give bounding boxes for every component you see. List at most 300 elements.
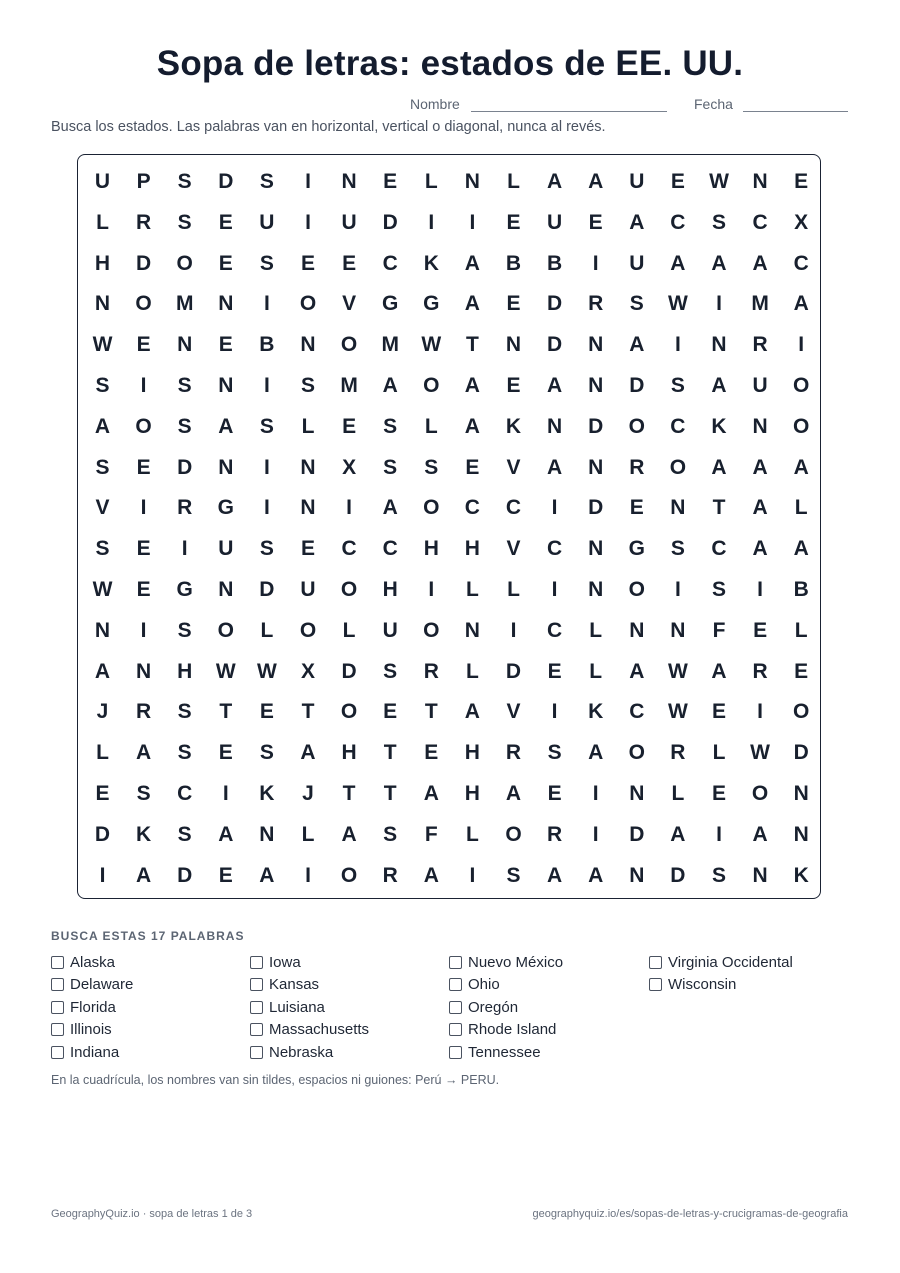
grid-cell[interactable]: C	[547, 537, 563, 561]
grid-cell[interactable]: C	[382, 537, 398, 561]
grid-cell[interactable]: S	[383, 822, 398, 846]
grid-cell[interactable]: N	[629, 863, 645, 887]
grid-cell[interactable]: L	[301, 822, 315, 846]
grid-cell[interactable]: U	[629, 170, 645, 193]
grid-cell[interactable]: K	[588, 700, 604, 724]
grid-cell[interactable]: A	[711, 455, 727, 479]
grid-cell[interactable]: A	[711, 251, 727, 275]
grid-cell[interactable]: L	[96, 741, 109, 765]
word-checkbox[interactable]	[51, 1046, 64, 1059]
grid-cell[interactable]: C	[793, 251, 809, 275]
grid-cell[interactable]: E	[506, 292, 521, 316]
grid-cell[interactable]: C	[177, 782, 193, 805]
grid-cell[interactable]: I	[592, 782, 599, 805]
grid-cell[interactable]: E	[753, 618, 768, 642]
grid-cell[interactable]: B	[259, 333, 275, 357]
grid-cell[interactable]: B	[793, 578, 809, 601]
grid-cell[interactable]: D	[588, 414, 604, 438]
word-item[interactable]	[250, 996, 325, 1018]
grid-cell[interactable]: U	[341, 210, 357, 234]
grid-cell[interactable]: I	[757, 700, 764, 724]
grid-cell[interactable]: U	[259, 210, 275, 234]
grid-cell[interactable]: R	[547, 822, 563, 846]
grid-cell[interactable]: I	[140, 496, 147, 520]
grid-cell[interactable]: U	[382, 618, 398, 642]
word-checkbox[interactable]	[51, 956, 64, 969]
grid-cell[interactable]: T	[424, 700, 438, 724]
grid-cell[interactable]: I	[263, 374, 270, 397]
grid-cell[interactable]: A	[136, 741, 152, 765]
grid-cell[interactable]: I	[551, 496, 558, 520]
grid-cell[interactable]: N	[300, 333, 316, 357]
grid-cell[interactable]: O	[628, 578, 645, 601]
grid-cell[interactable]: U	[218, 537, 234, 561]
grid-cell[interactable]: I	[469, 863, 476, 887]
word-checkbox[interactable]	[51, 1001, 64, 1014]
grid-cell[interactable]: E	[300, 251, 315, 275]
grid-cell[interactable]: L	[301, 414, 315, 438]
grid-cell[interactable]: C	[341, 537, 357, 561]
grid-cell[interactable]: W	[215, 659, 236, 683]
grid-cell[interactable]: S	[670, 374, 685, 397]
grid-cell[interactable]: A	[464, 251, 480, 275]
grid-cell[interactable]: I	[99, 863, 106, 887]
grid-cell[interactable]: V	[342, 292, 357, 316]
grid-cell[interactable]: C	[547, 618, 563, 642]
grid-cell[interactable]: L	[794, 496, 808, 520]
grid-cell[interactable]: I	[757, 578, 764, 601]
grid-cell[interactable]: N	[752, 170, 768, 193]
grid-cell[interactable]: S	[711, 863, 726, 887]
grid-cell[interactable]: T	[712, 496, 726, 520]
grid-cell[interactable]: A	[752, 251, 768, 275]
grid-cell[interactable]: S	[259, 537, 274, 561]
grid-cell[interactable]: N	[670, 496, 686, 520]
word-item[interactable]	[649, 951, 793, 973]
grid-cell[interactable]: I	[305, 210, 311, 234]
grid-cell[interactable]: I	[263, 292, 270, 316]
grid-cell[interactable]: D	[259, 578, 275, 601]
grid-cell[interactable]: D	[629, 822, 645, 846]
grid-cell[interactable]: D	[341, 659, 357, 683]
grid-cell[interactable]: A	[94, 414, 111, 438]
grid-cell[interactable]: N	[300, 455, 316, 479]
grid-cell[interactable]: H	[423, 537, 439, 561]
grid-cell[interactable]: I	[551, 578, 558, 601]
word-item[interactable]	[449, 1019, 556, 1041]
grid-cell[interactable]: I	[346, 496, 353, 520]
grid-cell[interactable]: C	[629, 700, 645, 724]
grid-cell[interactable]: O	[628, 414, 645, 438]
word-item[interactable]	[250, 1019, 369, 1041]
grid-cell[interactable]: A	[341, 822, 357, 846]
grid-cell[interactable]: S	[136, 782, 151, 805]
grid-cell[interactable]: A	[382, 374, 398, 397]
word-checkbox[interactable]	[449, 1001, 462, 1014]
word-checkbox[interactable]	[51, 1023, 64, 1036]
word-checkbox[interactable]	[449, 1023, 462, 1036]
grid-cell[interactable]: A	[629, 210, 645, 234]
grid-cell[interactable]: G	[423, 292, 440, 316]
grid-cell[interactable]: A	[670, 251, 686, 275]
grid-cell[interactable]: O	[505, 822, 522, 846]
grid-cell[interactable]: A	[547, 170, 563, 193]
grid-cell[interactable]: W	[667, 292, 688, 316]
word-item[interactable]	[250, 1041, 333, 1063]
grid-cell[interactable]: D	[588, 496, 604, 520]
grid-cell[interactable]: A	[464, 414, 480, 438]
grid-cell[interactable]: I	[140, 374, 147, 397]
grid-cell[interactable]: S	[259, 741, 274, 765]
grid-cell[interactable]: A	[423, 782, 439, 805]
word-item[interactable]	[51, 1041, 119, 1063]
grid-cell[interactable]: R	[670, 741, 686, 765]
grid-cell[interactable]: A	[752, 537, 768, 561]
word-checkbox[interactable]	[649, 978, 662, 991]
grid-cell[interactable]: E	[711, 782, 726, 805]
grid-cell[interactable]: O	[793, 374, 810, 397]
grid-cell[interactable]: E	[342, 414, 357, 438]
grid-cell[interactable]: G	[176, 578, 193, 601]
grid-cell[interactable]: R	[382, 863, 398, 887]
grid-cell[interactable]: S	[506, 863, 521, 887]
grid-cell[interactable]: A	[793, 537, 809, 561]
grid-cell[interactable]: E	[136, 537, 151, 561]
grid-cell[interactable]: S	[95, 455, 110, 479]
grid-cell[interactable]: I	[469, 210, 476, 234]
grid-cell[interactable]: S	[177, 741, 192, 765]
grid-cell[interactable]: S	[711, 210, 726, 234]
grid-cell[interactable]: O	[340, 333, 358, 357]
grid-cell[interactable]: E	[506, 374, 521, 397]
grid-cell[interactable]: E	[218, 863, 233, 887]
word-item[interactable]	[51, 1019, 112, 1041]
grid-cell[interactable]: D	[547, 333, 563, 357]
grid-cell[interactable]: L	[465, 659, 479, 683]
grid-cell[interactable]: T	[342, 782, 356, 805]
grid-cell[interactable]: R	[752, 659, 768, 683]
grid-cell[interactable]: I	[592, 822, 599, 846]
grid-cell[interactable]: V	[506, 700, 521, 724]
grid-cell[interactable]: R	[588, 292, 604, 316]
grid-cell[interactable]: S	[95, 537, 110, 561]
grid-cell[interactable]: N	[259, 822, 275, 846]
grid-cell[interactable]: D	[218, 170, 234, 193]
grid-cell[interactable]: A	[752, 496, 768, 520]
grid-cell[interactable]: E	[259, 700, 274, 724]
grid-cell[interactable]: D	[177, 863, 193, 887]
word-item[interactable]	[449, 951, 563, 973]
grid-cell[interactable]: U	[629, 251, 645, 275]
grid-cell[interactable]: D	[94, 822, 111, 846]
grid-cell[interactable]: W	[92, 333, 113, 357]
grid-cell[interactable]: S	[259, 414, 274, 438]
grid-cell[interactable]: E	[218, 741, 233, 765]
grid-cell[interactable]: N	[218, 292, 234, 316]
grid-cell[interactable]: N	[752, 414, 768, 438]
grid-cell[interactable]: D	[382, 210, 398, 234]
grid-cell[interactable]: E	[424, 741, 439, 765]
grid-cell[interactable]: A	[94, 659, 111, 683]
grid-cell[interactable]: C	[505, 496, 522, 520]
grid-cell[interactable]: S	[177, 700, 192, 724]
grid-cell[interactable]: A	[752, 822, 768, 846]
grid-cell[interactable]: O	[340, 700, 358, 724]
grid-cell[interactable]: W	[667, 700, 688, 724]
grid-cell[interactable]: U	[547, 210, 563, 234]
grid-cell[interactable]: I	[263, 455, 270, 479]
grid-cell[interactable]: H	[464, 537, 480, 561]
grid-cell[interactable]: F	[712, 618, 726, 642]
grid-cell[interactable]: O	[751, 782, 769, 805]
grid-cell[interactable]: D	[547, 292, 563, 316]
grid-cell[interactable]: I	[674, 333, 681, 357]
grid-cell[interactable]: S	[383, 659, 398, 683]
grid-cell[interactable]: E	[629, 496, 644, 520]
word-checkbox[interactable]	[250, 978, 263, 991]
grid-cell[interactable]: B	[505, 251, 522, 275]
grid-cell[interactable]: O	[135, 292, 152, 316]
word-checkbox[interactable]	[250, 1001, 263, 1014]
grid-cell[interactable]: S	[259, 170, 274, 193]
grid-cell[interactable]: E	[588, 210, 603, 234]
grid-cell[interactable]: L	[507, 170, 520, 193]
grid-cell[interactable]: A	[588, 863, 604, 887]
grid-cell[interactable]: R	[136, 210, 152, 234]
grid-cell[interactable]: I	[716, 822, 722, 846]
grid-cell[interactable]: O	[135, 414, 152, 438]
word-item[interactable]	[51, 996, 116, 1018]
grid-cell[interactable]: N	[218, 374, 234, 397]
grid-cell[interactable]: C	[464, 496, 480, 520]
grid-cell[interactable]: L	[712, 741, 726, 765]
grid-cell[interactable]: S	[670, 537, 685, 561]
grid-cell[interactable]: J	[96, 700, 109, 724]
grid-cell[interactable]: C	[711, 537, 727, 561]
grid-cell[interactable]: K	[505, 414, 522, 438]
grid-cell[interactable]: A	[218, 822, 234, 846]
grid-cell[interactable]: B	[547, 251, 563, 275]
grid-cell[interactable]: P	[136, 170, 151, 193]
grid-cell[interactable]: N	[177, 333, 193, 357]
grid-cell[interactable]: A	[218, 414, 234, 438]
grid-cell[interactable]: N	[464, 170, 480, 193]
grid-cell[interactable]: K	[793, 863, 809, 887]
grid-cell[interactable]: W	[256, 659, 277, 683]
grid-cell[interactable]: I	[305, 863, 311, 887]
grid-cell[interactable]: G	[217, 496, 234, 520]
grid-cell[interactable]: O	[793, 700, 810, 724]
grid-cell[interactable]: G	[628, 537, 645, 561]
word-item[interactable]	[250, 951, 301, 973]
grid-cell[interactable]: D	[629, 374, 645, 397]
word-item[interactable]	[449, 974, 500, 996]
word-checkbox[interactable]	[250, 956, 263, 969]
grid-cell[interactable]: S	[177, 170, 192, 193]
grid-cell[interactable]: K	[136, 822, 152, 846]
grid-cell[interactable]: E	[711, 700, 726, 724]
grid-cell[interactable]: S	[177, 414, 192, 438]
grid-cell[interactable]: R	[136, 700, 152, 724]
grid-cell[interactable]: A	[793, 455, 809, 479]
grid-cell[interactable]: T	[383, 782, 397, 805]
grid-cell[interactable]: O	[340, 863, 358, 887]
grid-cell[interactable]: A	[670, 822, 686, 846]
grid-cell[interactable]: E	[794, 659, 809, 683]
grid-cell[interactable]: L	[465, 822, 479, 846]
grid-cell[interactable]: N	[588, 537, 604, 561]
grid-cell[interactable]: L	[260, 618, 274, 642]
grid-cell[interactable]: H	[94, 251, 111, 275]
grid-cell[interactable]: A	[423, 863, 439, 887]
grid-cell[interactable]: O	[340, 578, 358, 601]
grid-cell[interactable]: D	[177, 455, 193, 479]
grid-cell[interactable]: O	[176, 251, 193, 275]
grid-cell[interactable]: K	[423, 251, 439, 275]
grid-cell[interactable]: A	[711, 659, 727, 683]
grid-cell[interactable]: X	[342, 455, 357, 479]
grid-cell[interactable]: S	[711, 578, 726, 601]
grid-cell[interactable]: G	[382, 292, 399, 316]
grid-cell[interactable]: L	[589, 659, 603, 683]
grid-cell[interactable]: A	[464, 292, 480, 316]
grid-cell[interactable]: R	[505, 741, 522, 765]
grid-cell[interactable]: W	[92, 578, 113, 601]
grid-cell[interactable]: N	[670, 618, 686, 642]
grid-cell[interactable]: R	[423, 659, 439, 683]
word-item[interactable]	[51, 951, 115, 973]
grid-cell[interactable]: N	[505, 333, 522, 357]
grid-cell[interactable]: E	[794, 170, 809, 193]
grid-cell[interactable]: E	[506, 210, 521, 234]
grid-cell[interactable]: H	[177, 659, 193, 683]
grid-cell[interactable]: S	[95, 374, 110, 397]
grid-cell[interactable]: A	[136, 863, 152, 887]
grid-cell[interactable]: E	[136, 578, 151, 601]
grid-cell[interactable]: E	[670, 170, 685, 193]
grid-cell[interactable]: O	[299, 618, 317, 642]
grid-cell[interactable]: L	[96, 210, 109, 234]
grid-cell[interactable]: E	[383, 700, 398, 724]
date-field[interactable]	[743, 111, 848, 112]
grid-cell[interactable]: W	[750, 741, 770, 765]
word-checkbox[interactable]	[250, 1023, 263, 1036]
grid-cell[interactable]: N	[94, 292, 111, 316]
word-item[interactable]	[449, 996, 518, 1018]
word-checkbox[interactable]	[51, 978, 64, 991]
grid-cell[interactable]: E	[95, 782, 110, 805]
grid-cell[interactable]: E	[300, 537, 315, 561]
word-checkbox[interactable]	[449, 1046, 462, 1059]
grid-cell[interactable]: N	[711, 333, 727, 357]
grid-cell[interactable]: N	[341, 170, 357, 193]
grid-cell[interactable]: L	[342, 618, 356, 642]
grid-cell[interactable]: C	[670, 414, 686, 438]
grid-cell[interactable]: N	[588, 455, 604, 479]
grid-cell[interactable]: H	[464, 741, 480, 765]
grid-cell[interactable]: K	[711, 414, 727, 438]
grid-cell[interactable]: R	[177, 496, 193, 520]
grid-cell[interactable]: O	[793, 414, 810, 438]
grid-cell[interactable]: N	[464, 618, 480, 642]
grid-cell[interactable]: W	[667, 659, 688, 683]
grid-cell[interactable]: T	[301, 700, 315, 724]
grid-cell[interactable]: W	[421, 333, 442, 357]
grid-cell[interactable]: X	[300, 659, 315, 683]
grid-cell[interactable]: N	[588, 374, 604, 397]
grid-cell[interactable]: N	[547, 414, 563, 438]
grid-cell[interactable]: O	[669, 455, 687, 479]
grid-cell[interactable]: I	[592, 251, 599, 275]
grid-cell[interactable]: N	[629, 782, 645, 805]
grid-cell[interactable]: T	[219, 700, 233, 724]
grid-cell[interactable]: L	[507, 578, 520, 601]
grid-cell[interactable]: S	[177, 210, 192, 234]
grid-cell[interactable]: L	[589, 618, 603, 642]
word-item[interactable]	[449, 1041, 541, 1063]
word-checkbox[interactable]	[649, 956, 662, 969]
grid-cell[interactable]: C	[382, 251, 398, 275]
grid-cell[interactable]: H	[382, 578, 398, 601]
grid-cell[interactable]: C	[752, 210, 768, 234]
grid-cell[interactable]: D	[670, 863, 686, 887]
grid-cell[interactable]: E	[136, 333, 151, 357]
grid-cell[interactable]: A	[752, 455, 768, 479]
grid-cell[interactable]: A	[259, 863, 275, 887]
grid-cell[interactable]: E	[218, 333, 233, 357]
grid-cell[interactable]: N	[752, 863, 768, 887]
grid-cell[interactable]: M	[751, 292, 769, 316]
grid-cell[interactable]: D	[793, 741, 809, 765]
grid-cell[interactable]: L	[465, 578, 479, 601]
grid-cell[interactable]: S	[177, 822, 192, 846]
word-item[interactable]	[250, 974, 319, 996]
grid-cell[interactable]: I	[140, 618, 147, 642]
grid-cell[interactable]: E	[136, 455, 151, 479]
grid-cell[interactable]: S	[177, 374, 192, 397]
grid-cell[interactable]: I	[716, 292, 722, 316]
grid-cell[interactable]: L	[424, 170, 438, 193]
grid-cell[interactable]: I	[510, 618, 517, 642]
grid-cell[interactable]: J	[302, 782, 314, 805]
grid-cell[interactable]: W	[709, 170, 729, 193]
grid-cell[interactable]: T	[383, 741, 397, 765]
grid-cell[interactable]: V	[95, 496, 110, 520]
grid-cell[interactable]: S	[383, 414, 398, 438]
grid-cell[interactable]: D	[136, 251, 152, 275]
grid-cell[interactable]: A	[711, 374, 727, 397]
grid-cell[interactable]: R	[629, 455, 645, 479]
grid-cell[interactable]: L	[794, 618, 808, 642]
grid-cell[interactable]: E	[342, 251, 357, 275]
grid-cell[interactable]: C	[670, 210, 686, 234]
grid-cell[interactable]: N	[94, 618, 111, 642]
grid-cell[interactable]: I	[305, 170, 311, 193]
grid-cell[interactable]: T	[465, 333, 479, 357]
grid-cell[interactable]: E	[383, 170, 398, 193]
grid-cell[interactable]: S	[300, 374, 315, 397]
grid-cell[interactable]: A	[588, 741, 604, 765]
grid-cell[interactable]: I	[222, 782, 229, 805]
grid-cell[interactable]: A	[505, 782, 522, 805]
grid-cell[interactable]: F	[424, 822, 438, 846]
grid-cell[interactable]: M	[175, 292, 194, 316]
word-item[interactable]	[51, 974, 133, 996]
grid-cell[interactable]: E	[547, 659, 562, 683]
grid-cell[interactable]: V	[506, 537, 521, 561]
grid-cell[interactable]: O	[217, 618, 234, 642]
grid-cell[interactable]: N	[218, 578, 234, 601]
